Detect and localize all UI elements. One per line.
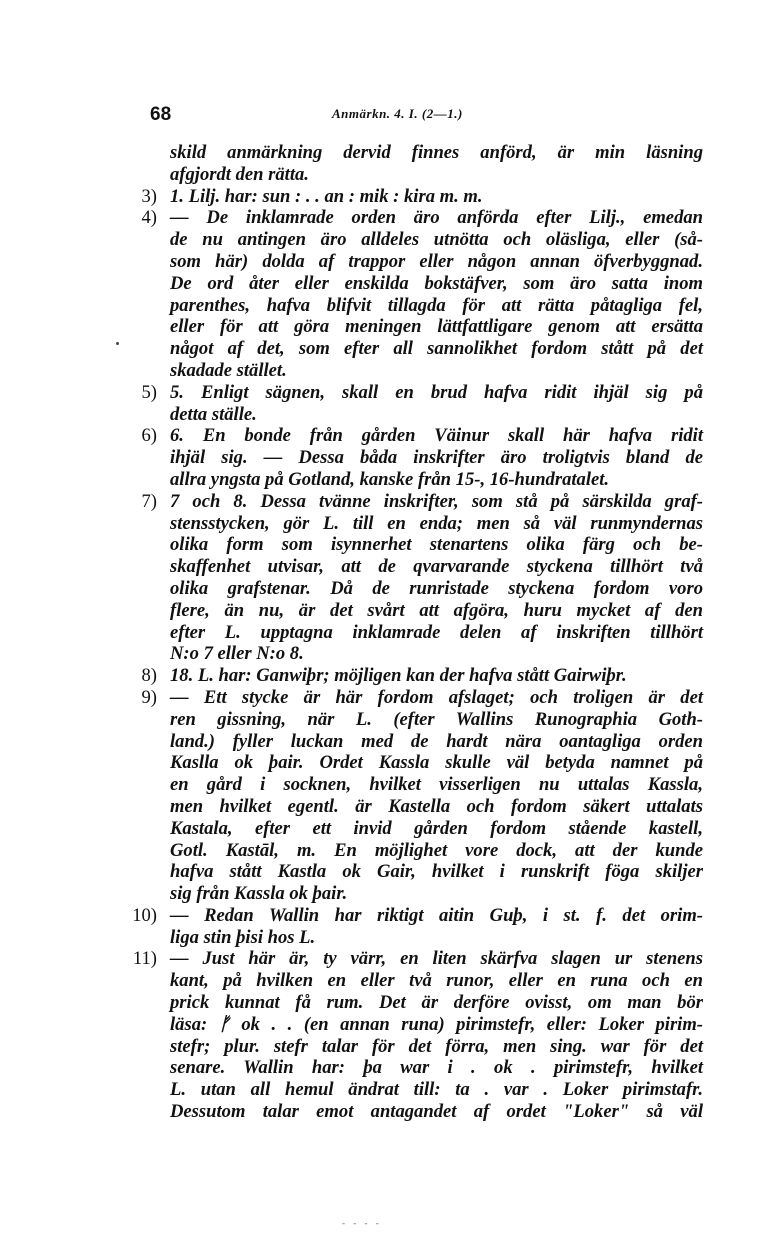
note-5 xyxy=(113,382,703,426)
note-label: 5) xyxy=(141,381,157,403)
note-label: 10) xyxy=(132,904,157,926)
intro-paragraph xyxy=(113,142,703,186)
text-line: — Just här är, ty värr, en liten skärfva slagen ur stenens xyxy=(170,948,703,970)
note-9 xyxy=(113,687,703,905)
text-line: sig från Kassla ok þair. xyxy=(170,883,348,905)
text-line: N:o 7 eller N:o 8. xyxy=(170,643,304,665)
note-label: 11) xyxy=(132,948,157,970)
text-line: — De inklamrade orden äro anförda efter Lilj., emedan xyxy=(170,207,703,229)
text-line: detta ställe. xyxy=(170,403,257,425)
note-6 xyxy=(113,425,703,490)
text-line: prick kunnat få rum. Det är derföre ovisst, om man bör xyxy=(170,992,703,1014)
text-line: ren gissning, när L. (efter Wallins Runographia Goth- xyxy=(170,708,703,730)
text-line: en gård i socknen, hvilket visserligen nu uttalas Kassla, xyxy=(170,774,703,796)
text-line: Kaslla ok þair. Ordet Kassla skulle väl betyda namnet på xyxy=(170,752,703,774)
note-label: 3) xyxy=(141,185,157,207)
note-label: 6) xyxy=(141,425,157,447)
text-line: liga stin þisi hos L. xyxy=(170,926,316,948)
text-line: olika grafstenar. Då de runristade styckena fordom voro xyxy=(170,577,703,599)
text-line: eller för att göra meningen lättfattligare genom att ersätta xyxy=(170,316,703,338)
note-7 xyxy=(113,491,703,665)
page-header xyxy=(150,104,710,128)
note-3 xyxy=(113,186,703,208)
text-line: L. utan all hemul ändrat till: ta . var . Loker pirimstafr. xyxy=(170,1079,703,1101)
text-line: parenthes, hafva blifvit tillagda för att rätta påtagliga fel, xyxy=(170,294,703,316)
text-line: 7 och 8. Dessa tvänne inskrifter, som stå på särskilda graf- xyxy=(170,490,703,512)
text-line: afgjordt den rätta. xyxy=(170,163,309,185)
note-label: 4) xyxy=(141,207,157,229)
text-line: som här) dolda af trappor eller någon annan öfverbyggnad. xyxy=(170,250,703,272)
text-line: men hvilket egentl. är Kastella och fordom säkert uttalats xyxy=(170,795,703,817)
text-line: stefr; plur. stefr talar för det förra, men sing. war för det xyxy=(170,1035,703,1057)
text-line: Gotl. Kastāl, m. En möjlighet vore dock, att der kunde xyxy=(170,839,703,861)
text-line: något af det, som efter all sannolikhet fordom stått på det xyxy=(170,338,703,360)
text-line: Dessutom talar emot antagandet af ordet "Loker" så väl xyxy=(170,1101,703,1123)
page-number: 68 xyxy=(150,104,172,125)
text-line: — Redan Wallin har riktigt aitin Guþ, i st. f. det orim- xyxy=(170,904,703,926)
text-line: stensstycken, gör L. till en enda; men så väl runmyndernas xyxy=(170,512,703,534)
note-11 xyxy=(113,948,703,1122)
text-line: 6. En bonde från gården Väinur skall här hafva ridit xyxy=(170,425,703,447)
text-line: olika form som isynnerhet stenartens olika färg och be- xyxy=(170,534,703,556)
footer-mark: - - - - xyxy=(342,1218,382,1228)
text-line: de nu antingen äro alldeles utnötta och oläsliga, eller (så- xyxy=(170,229,703,251)
text-line: skaffenhet utvisar, att de qvarvarande styckena tillhört två xyxy=(170,556,703,578)
text-line: flere, än nu, är det svårt att afgöra, huru mycket af den xyxy=(170,599,703,621)
text-line: senare. Wallin har: þa war i . ok . pirimstefr, hvilket xyxy=(170,1057,703,1079)
text-line: 1. Lilj. har: sun : . . an : mik : kira m. m. xyxy=(170,185,483,207)
text-line: 5. Enligt sägnen, skall en brud hafva ridit ihjäl sig på xyxy=(170,381,703,403)
text-line: allra yngsta på Gotland, kanske från 15-, 16-hundratalet. xyxy=(170,468,610,490)
text-line: skadade stället. xyxy=(170,359,287,381)
note-label: 8) xyxy=(141,665,157,687)
text-line: hafva stått Kastla ok Gair, hvilket i runskrift föga skiljer xyxy=(170,861,703,883)
note-label: 9) xyxy=(141,686,157,708)
note-4 xyxy=(113,207,703,381)
text-line: land.) fyller luckan med de hardt nära oantagliga orden xyxy=(170,730,703,752)
running-head: Anmärkn. 4. I. (2—1.) xyxy=(332,106,463,121)
text-line: — Ett stycke är här fordom afslaget; och troligen är det xyxy=(170,686,703,708)
text-line: kant, på hvilken en eller två runor, eller en runa och en xyxy=(170,970,703,992)
note-10 xyxy=(113,905,703,949)
note-8 xyxy=(113,665,703,687)
text-line: De ord åter eller enskilda bokstäfver, som äro satta inom xyxy=(170,272,703,294)
text-line: 18. L. har: Ganwiþr; möjligen kan der hafva stått Gairwiþr. xyxy=(170,665,627,687)
text-line: Kastala, efter ett invid gården fordom stående kastell, xyxy=(170,817,703,839)
text-line: ihjäl sig. — Dessa båda inskrifter äro troligtvis bland de xyxy=(170,447,703,469)
note-label: 7) xyxy=(141,490,157,512)
text-line: efter L. upptagna inklamrade delen af inskriften tillhört xyxy=(170,621,703,643)
text-line: skild anmärkning dervid finnes anförd, är min läsning xyxy=(170,142,703,163)
notes-body xyxy=(113,142,703,1123)
text-line: läsa: ᚠ ok . . (en annan runa) pirimstefr, eller: Loker pirim- xyxy=(170,1013,703,1035)
